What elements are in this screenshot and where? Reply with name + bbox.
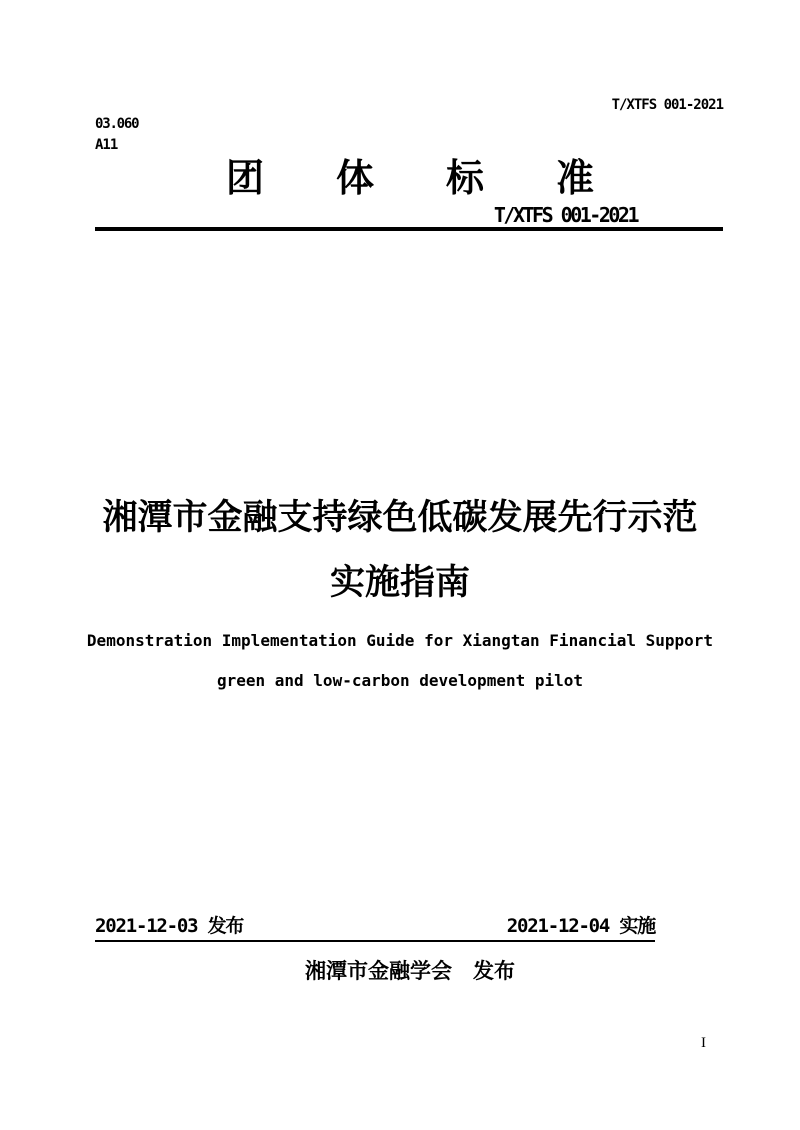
- document-title-cn: [0, 486, 800, 616]
- document-title-cn-line2: 实施指南: [329, 563, 470, 603]
- document-title-en-line2: green and low-carbon development pilot: [216, 671, 584, 690]
- standard-type-char: 体: [335, 156, 374, 200]
- standard-type-heading: [10, 156, 800, 200]
- standard-type-char: 团: [225, 156, 264, 200]
- doc-code-header: T/XTFS 001-2021: [611, 97, 723, 113]
- standard-number: T/XTFS 001-2021: [493, 203, 637, 227]
- ics-code: 03.060: [95, 116, 139, 132]
- header-rule: [95, 227, 723, 231]
- issue-date: 2021-12-03 发布: [95, 915, 244, 937]
- page-number: I: [701, 1035, 706, 1051]
- classification-code: A11: [95, 137, 118, 153]
- publisher-line: 湘潭市金融学会 发布: [305, 959, 515, 983]
- implement-date: 2021-12-04 实施: [506, 915, 655, 937]
- standard-type-char: 准: [556, 156, 595, 200]
- standard-type-char: 标: [446, 156, 485, 200]
- document-title-en: [0, 621, 800, 701]
- document-title-cn-line1: 湘潭市金融支持绿色低碳发展先行示范: [102, 498, 698, 538]
- document-title-en-line1: Demonstration Implementation Guide for Xiangtan Financial Support: [86, 631, 714, 650]
- date-row: [95, 916, 655, 942]
